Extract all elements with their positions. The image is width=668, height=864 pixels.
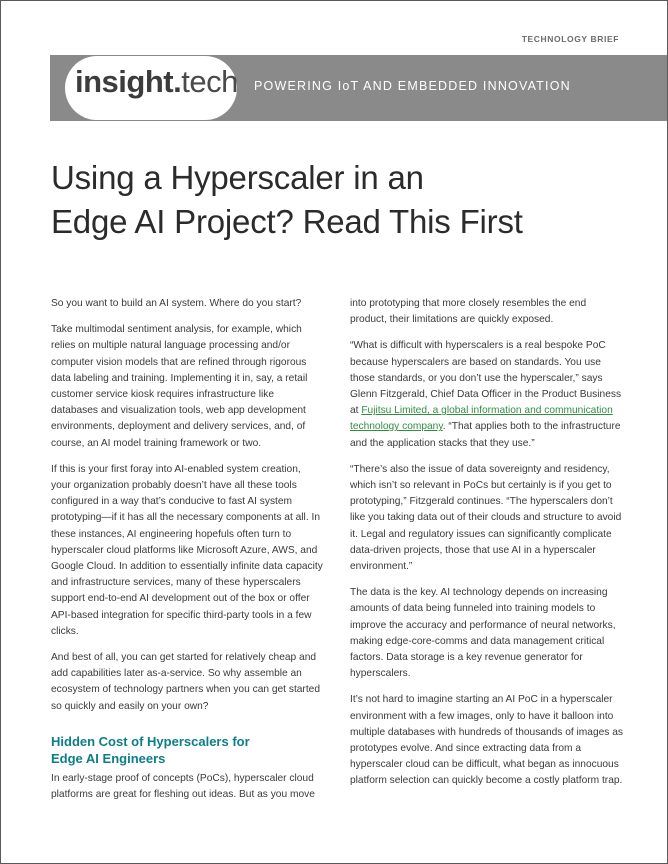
body-paragraph: Take multimodal sentiment analysis, for example, which relies on multiple natural language processing and/or computer vision models that are refined through rigorous data labeling and training. Implementing it in, say, a retail customer service kiosk requires infrastructure like databases and visualization tools, web app development environments, deployment and delivery services, and, of course, an AI model training framework or two. [51, 324, 308, 449]
header-tagline: POWERING IoT AND EMBEDDED INNOVATION [254, 79, 571, 93]
technology-brief-label: TECHNOLOGY BRIEF [521, 34, 619, 44]
body-paragraph: And best of all, you can get started for relatively cheap and add capabilities later as-a-service. So why assemble an ecosystem of technology partners when you can get started so quickly and easily on your own? [51, 652, 320, 712]
quote-paragraph: “There’s also the issue of data sovereignty and residency, which isn’t so relevant in PoCs but certainly is if you get to prototyping,” Fitzgerald continues. “The hyperscalers don’t like you taking data out of their clouds and structure to avoid it. Legal and regulatory issues can significantly complicate data-driven projects, those that use AI in a hyperscaler environment.” [350, 463, 622, 573]
quote-paragraph [350, 338, 625, 451]
quote-text-after-link: . “That applies both to the infrastructure and the application stacks that they use.” [350, 421, 621, 449]
insight-tech-logo [75, 64, 238, 100]
section-heading-line-1: Hidden Cost of Hyperscalers for [51, 733, 250, 749]
right-column [350, 296, 625, 800]
body-paragraph: If this is your first foray into AI-enabled system creation, your organization probably doesn’t have all these tools configured in a way that’s conducive to fast AI system prototyping—if it has all the necessary components at all. In these instances, AI engineering hopefuls often turn to hyperscaler cloud platforms like Microsoft Azure, AWS, and Google Cloud. In addition to essentially infinite data capacity and infrastructure services, many of these hyperscalers support end-to-end AI development out of the box or offer API-based integration for specific third-party tools in a few clicks. [51, 463, 323, 637]
body-paragraph: The data is the key. AI technology depends on increasing amounts of data being funneled into training models to improve the accuracy and performance of neural networks, making edge-core-comms and data management critical factors. Data storage is a key revenue generator for hyperscalers. [350, 587, 616, 680]
logo-dot-text: . [173, 64, 182, 99]
logo-suffix-text: tech [181, 64, 238, 99]
fujitsu-link[interactable]: Fujitsu Limited, a global information and communication technology company [350, 405, 613, 433]
body-paragraph: into prototyping that more closely resembles the end product, their limitations are quickly exposed. [350, 298, 587, 326]
quote-text-before-link: “What is difficult with hyperscalers is a real bespoke PoC because hyperscalers are based on standards. You use those standards, or you don’t use the hyperscaler,” says Glenn Fitzgerald, Chief Data Officer in the Product Business at [350, 340, 622, 417]
section-heading-line-2: Edge AI Engineers [51, 750, 166, 766]
body-paragraph: In early-stage proof of concepts (PoCs), hyperscaler cloud platforms are great for fleshing out ideas. But as you move [51, 772, 315, 801]
body-paragraph: It’s not hard to imagine starting an AI PoC in a hyperscaler environment with a few images, only to have it balloon into multiple databases with hundreds of thousands of images as prototypes evolve. And since extracting data from a hyperscaler cloud can be difficult, what began as innocuous platform selection can quickly become a costly platform trap. [350, 694, 623, 787]
logo-main-text: insight [75, 64, 174, 99]
title-line-2: Edge AI Project? Read This First [51, 203, 523, 240]
title-line-1: Using a Hyperscaler in an [51, 159, 424, 196]
left-column [51, 296, 323, 813]
section-heading [51, 733, 323, 767]
article-title [51, 156, 631, 244]
intro-paragraph: So you want to build an AI system. Where do you start? [51, 298, 302, 309]
